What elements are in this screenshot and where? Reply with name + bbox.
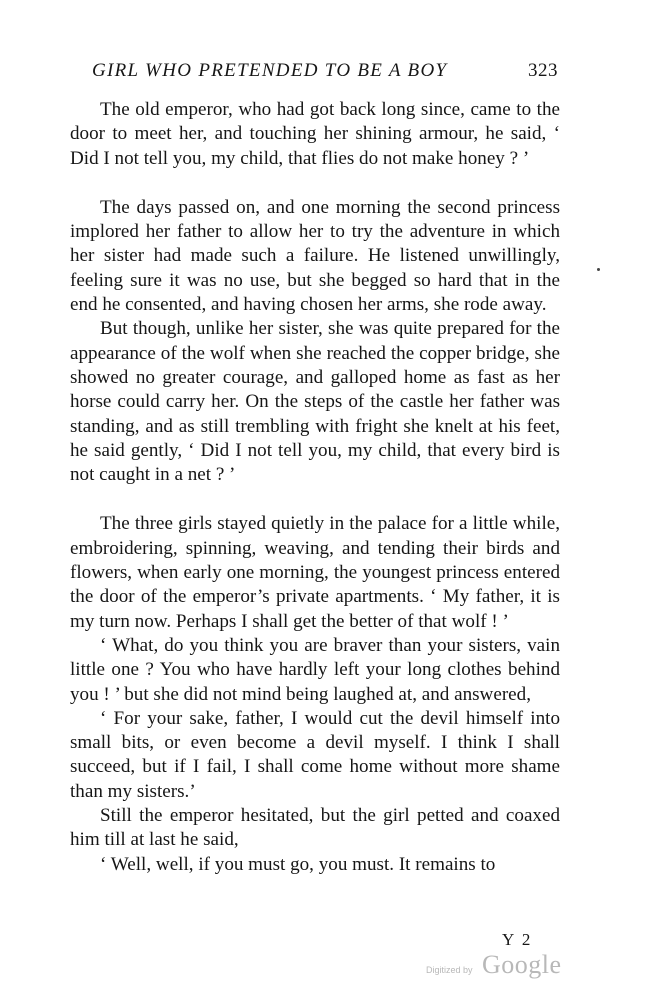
page-header: [88, 60, 558, 88]
page-number: 323: [528, 60, 558, 81]
body-text: [70, 98, 560, 877]
google-logo: Google: [482, 950, 562, 979]
paragraph: The days passed on, and one morning the second princess implored her father to allow her to try the adventure in which her sister had made such a failure. He listened unwillingly, feeling sure it was no use, but she begged so hard that in the end he consented, and having chosen her arms, she rode away.: [70, 196, 560, 316]
paragraph: The three girls stayed quietly in the palace for a little while, embroidering, spinning, weaving, and tending their birds and flowers, when early one morning, the youngest princess entered the door of the emperor’s private apartments. ‘ My father, it is my turn now. Perhaps I shall get the better of that wolf ! ’: [70, 513, 560, 632]
paragraph: Still the emperor hesitated, but the girl petted and coaxed him till at last he said,: [70, 805, 560, 851]
running-title: GIRL WHO PRETENDED TO BE A BOY: [92, 60, 448, 81]
paragraph: ‘ What, do you think you are braver than your sisters, vain little one ? You who have hardly left your long clothes behind you ! ’ but she did not mind being laughed at, and answered,: [70, 634, 560, 705]
paragraph: But though, unlike her sister, she was quite prepared for the appearance of the wolf when she reached the copper bridge, she showed no greater courage, and galloped home as fast as her horse could carry her. On the steps of the castle her father was standing, and as still trembling with fright she knelt at his feet, he said gently, ‘ Did I not tell you, my child, that every bird is not caught in a net ? ’: [70, 318, 560, 486]
paragraph: The old emperor, who had got back long since, came to the door to meet her, and touching her shining armour, he said, ‘ Did I not tell you, my child, that flies do not make honey ? ’: [70, 99, 560, 169]
signature-mark: Y 2: [502, 930, 533, 949]
paragraph: ‘ Well, well, if you must go, you must. It remains to: [100, 853, 496, 875]
watermark-prefix: Digitized by: [426, 965, 473, 975]
paragraph: ‘ For your sake, father, I would cut the devil himself into small bits, or even become a devil myself. I think I shall succeed, but if I fail, I shall come home without more shame than my sisters.’: [70, 707, 560, 802]
print-speck: [597, 268, 600, 271]
digitized-watermark: [426, 950, 566, 984]
